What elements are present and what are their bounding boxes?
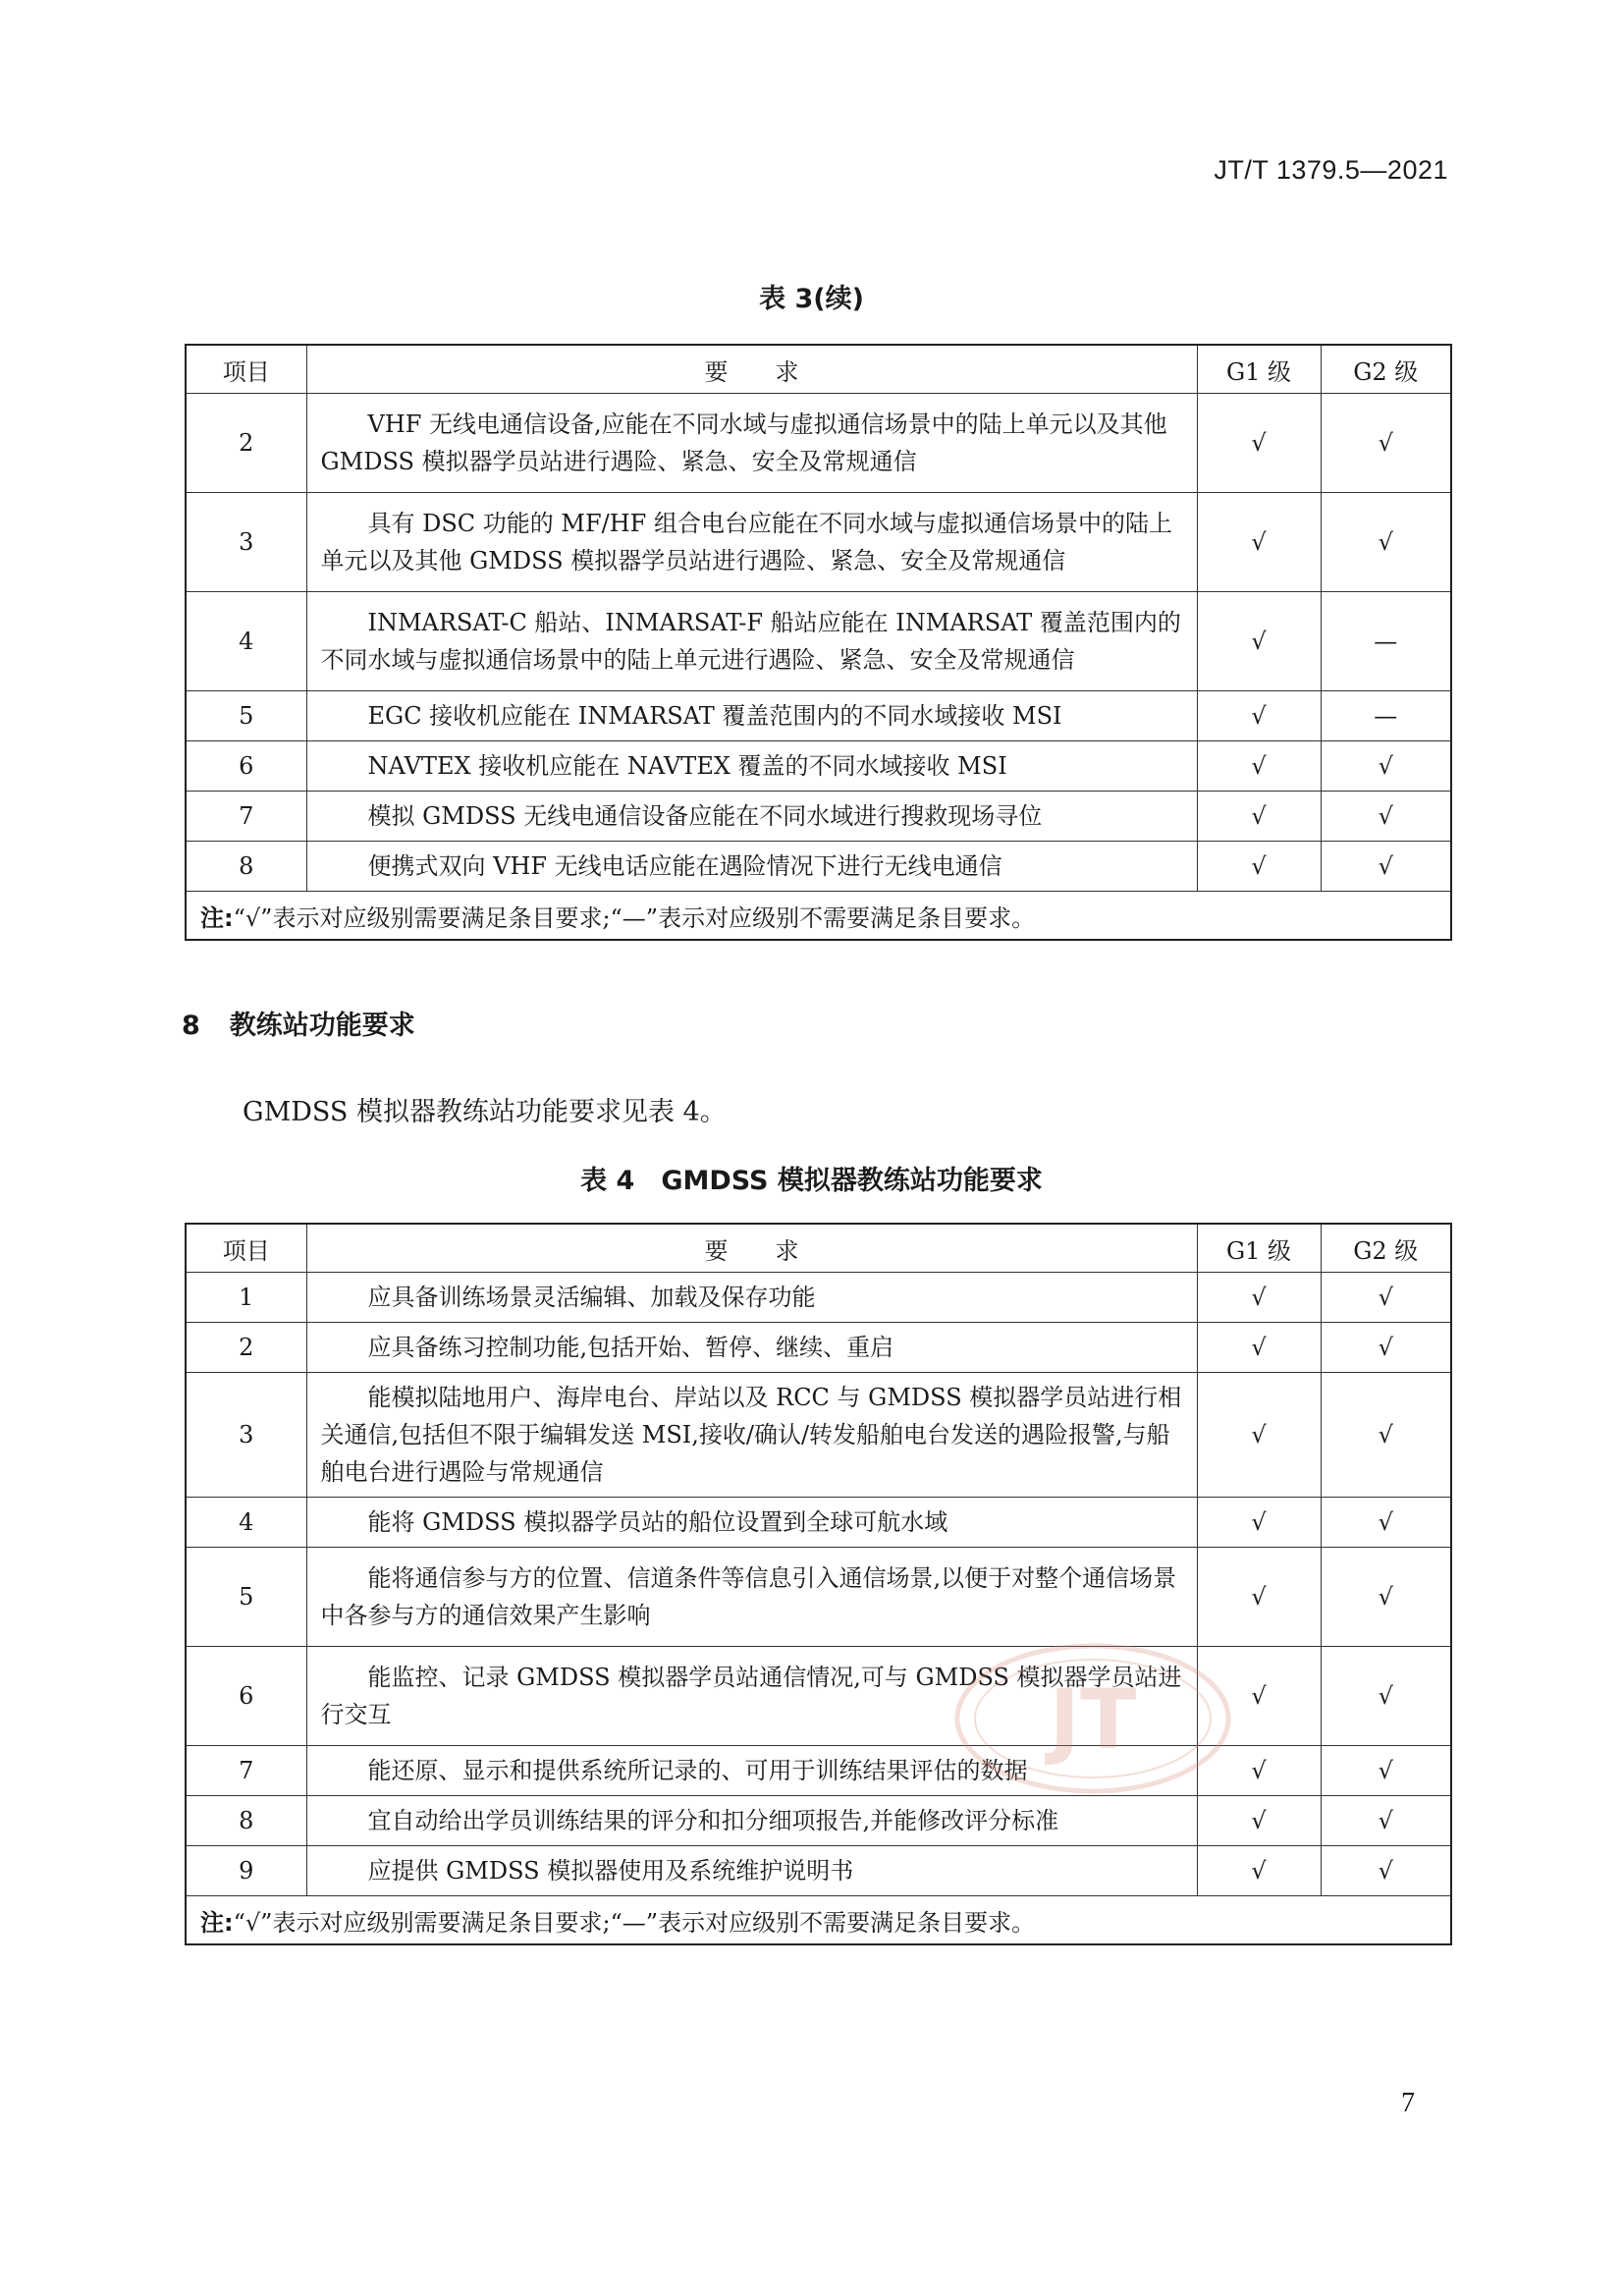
row-g2-mark: √: [1321, 1498, 1451, 1548]
table3-header-row: [186, 345, 1451, 394]
table-row: [186, 1746, 1451, 1796]
row-g1-mark: √: [1197, 741, 1321, 792]
row-requirement: INMARSAT-C 船站、INMARSAT-F 船站应能在 INMARSAT 覆盖范围内的不同水域与虚拟通信场景中的陆上单元进行遇险、紧急、安全及常规通信: [306, 592, 1197, 691]
row-g2-mark: √: [1321, 792, 1451, 842]
row-g2-mark: √: [1321, 1373, 1451, 1498]
column-header-requirement: 要 求: [306, 1224, 1197, 1273]
row-requirement: 应具备训练场景灵活编辑、加载及保存功能: [306, 1273, 1197, 1323]
row-g2-mark: √: [1321, 1548, 1451, 1647]
table-row: [186, 1498, 1451, 1548]
table-row: [186, 1273, 1451, 1323]
table-row: [186, 842, 1451, 892]
column-header-g1: G1 级: [1197, 345, 1321, 394]
row-g1-mark: √: [1197, 1647, 1321, 1746]
table-row: [186, 1548, 1451, 1647]
row-g1-mark: √: [1197, 1323, 1321, 1373]
row-g2-mark: —: [1321, 691, 1451, 741]
table-row: [186, 741, 1451, 792]
row-number: 5: [186, 1548, 306, 1647]
column-header-g2: G2 级: [1321, 345, 1451, 394]
row-g1-mark: √: [1197, 691, 1321, 741]
row-number: 8: [186, 1796, 306, 1846]
table-row: [186, 394, 1451, 493]
row-g1-mark: √: [1197, 1846, 1321, 1896]
row-requirement: EGC 接收机应能在 INMARSAT 覆盖范围内的不同水域接收 MSI: [306, 691, 1197, 741]
table-note: 注:“√”表示对应级别需要满足条目要求;“—”表示对应级别不需要满足条目要求。: [186, 892, 1451, 941]
row-requirement: 能将 GMDSS 模拟器学员站的船位设置到全球可航水域: [306, 1498, 1197, 1548]
row-g2-mark: √: [1321, 1323, 1451, 1373]
table-row: [186, 592, 1451, 691]
row-g1-mark: √: [1197, 592, 1321, 691]
row-g1-mark: √: [1197, 394, 1321, 493]
row-number: 3: [186, 493, 306, 592]
table4: [185, 1223, 1452, 1945]
column-header-g2: G2 级: [1321, 1224, 1451, 1273]
row-requirement: 能将通信参与方的位置、信道条件等信息引入通信场景,以便于对整个通信场景中各参与方的通信效果产生影响: [306, 1548, 1197, 1647]
table-note: 注:“√”表示对应级别需要满足条目要求;“—”表示对应级别不需要满足条目要求。: [186, 1896, 1451, 1945]
row-g1-mark: √: [1197, 1273, 1321, 1323]
row-g1-mark: √: [1197, 792, 1321, 842]
row-g2-mark: √: [1321, 1647, 1451, 1746]
row-number: 4: [186, 592, 306, 691]
table-row: [186, 1323, 1451, 1373]
row-g1-mark: √: [1197, 493, 1321, 592]
row-requirement: 能模拟陆地用户、海岸电台、岸站以及 RCC 与 GMDSS 模拟器学员站进行相关通信,包括但不限于编辑发送 MSI,接收/确认/转发船舶电台发送的遇险报警,与船舶电台进行遇险与常规通信: [306, 1373, 1197, 1498]
table-row: [186, 1846, 1451, 1896]
column-header-requirement: 要 求: [306, 345, 1197, 394]
row-g1-mark: √: [1197, 1498, 1321, 1548]
table-row: [186, 493, 1451, 592]
row-number: 1: [186, 1273, 306, 1323]
row-number: 6: [186, 1647, 306, 1746]
table3-note-row: [186, 892, 1451, 941]
document-code: JT/T 1379.5—2021: [1214, 155, 1448, 185]
row-number: 5: [186, 691, 306, 741]
row-g2-mark: √: [1321, 842, 1451, 892]
table4-note-row: [186, 1896, 1451, 1945]
row-number: 6: [186, 741, 306, 792]
row-number: 2: [186, 394, 306, 493]
row-g1-mark: √: [1197, 1796, 1321, 1846]
row-requirement: 宜自动给出学员训练结果的评分和扣分细项报告,并能修改评分标准: [306, 1796, 1197, 1846]
table-row: [186, 1647, 1451, 1746]
section-heading: [182, 1004, 415, 1042]
row-g2-mark: √: [1321, 1846, 1451, 1896]
table3: [185, 344, 1452, 941]
row-g2-mark: √: [1321, 1746, 1451, 1796]
row-number: 7: [186, 792, 306, 842]
table4-title: 表 4 GMDSS 模拟器教练站功能要求: [580, 1166, 1043, 1196]
section-title: 教练站功能要求: [229, 1011, 415, 1041]
section-number: 8: [182, 1011, 200, 1041]
table3-title: 表 3(续): [759, 284, 864, 314]
row-number: 2: [186, 1323, 306, 1373]
table-row: [186, 1373, 1451, 1498]
row-requirement: VHF 无线电通信设备,应能在不同水域与虚拟通信场景中的陆上单元以及其他 GMDSS 模拟器学员站进行遇险、紧急、安全及常规通信: [306, 394, 1197, 493]
row-number: 4: [186, 1498, 306, 1548]
table-row: [186, 691, 1451, 741]
row-g2-mark: —: [1321, 592, 1451, 691]
jt-seal-watermark: [950, 1640, 1235, 1797]
row-requirement: 便携式双向 VHF 无线电话应能在遇险情况下进行无线电通信: [306, 842, 1197, 892]
row-g1-mark: √: [1197, 842, 1321, 892]
row-g2-mark: √: [1321, 493, 1451, 592]
row-g2-mark: √: [1321, 394, 1451, 493]
row-g2-mark: √: [1321, 741, 1451, 792]
column-header-g1: G1 级: [1197, 1224, 1321, 1273]
row-number: 9: [186, 1846, 306, 1896]
table4-header-row: [186, 1224, 1451, 1273]
row-requirement: NAVTEX 接收机应能在 NAVTEX 覆盖的不同水域接收 MSI: [306, 741, 1197, 792]
row-requirement: 应具备练习控制功能,包括开始、暂停、继续、重启: [306, 1323, 1197, 1373]
row-g1-mark: √: [1197, 1548, 1321, 1647]
table-row: [186, 792, 1451, 842]
row-requirement: 能监控、记录 GMDSS 模拟器学员站通信情况,可与 GMDSS 模拟器学员站进行交互: [306, 1647, 1197, 1746]
row-number: 3: [186, 1373, 306, 1498]
row-g2-mark: √: [1321, 1796, 1451, 1846]
row-requirement: 模拟 GMDSS 无线电通信设备应能在不同水域进行搜救现场寻位: [306, 792, 1197, 842]
row-requirement: 具有 DSC 功能的 MF/HF 组合电台应能在不同水域与虚拟通信场景中的陆上单元以及其他 GMDSS 模拟器学员站进行遇险、紧急、安全及常规通信: [306, 493, 1197, 592]
row-number: 8: [186, 842, 306, 892]
row-g1-mark: √: [1197, 1373, 1321, 1498]
row-g2-mark: √: [1321, 1273, 1451, 1323]
row-number: 7: [186, 1746, 306, 1796]
row-requirement: 应提供 GMDSS 模拟器使用及系统维护说明书: [306, 1846, 1197, 1896]
section-intro-text: GMDSS 模拟器教练站功能要求见表 4。: [243, 1097, 727, 1127]
page-number: 7: [1401, 2088, 1415, 2118]
row-g1-mark: √: [1197, 1746, 1321, 1796]
row-requirement: 能还原、显示和提供系统所记录的、可用于训练结果评估的数据: [306, 1746, 1197, 1796]
column-header-item: 项目: [186, 1224, 306, 1273]
column-header-item: 项目: [186, 345, 306, 394]
seal-text: JT: [1049, 1671, 1137, 1768]
table-row: [186, 1796, 1451, 1846]
